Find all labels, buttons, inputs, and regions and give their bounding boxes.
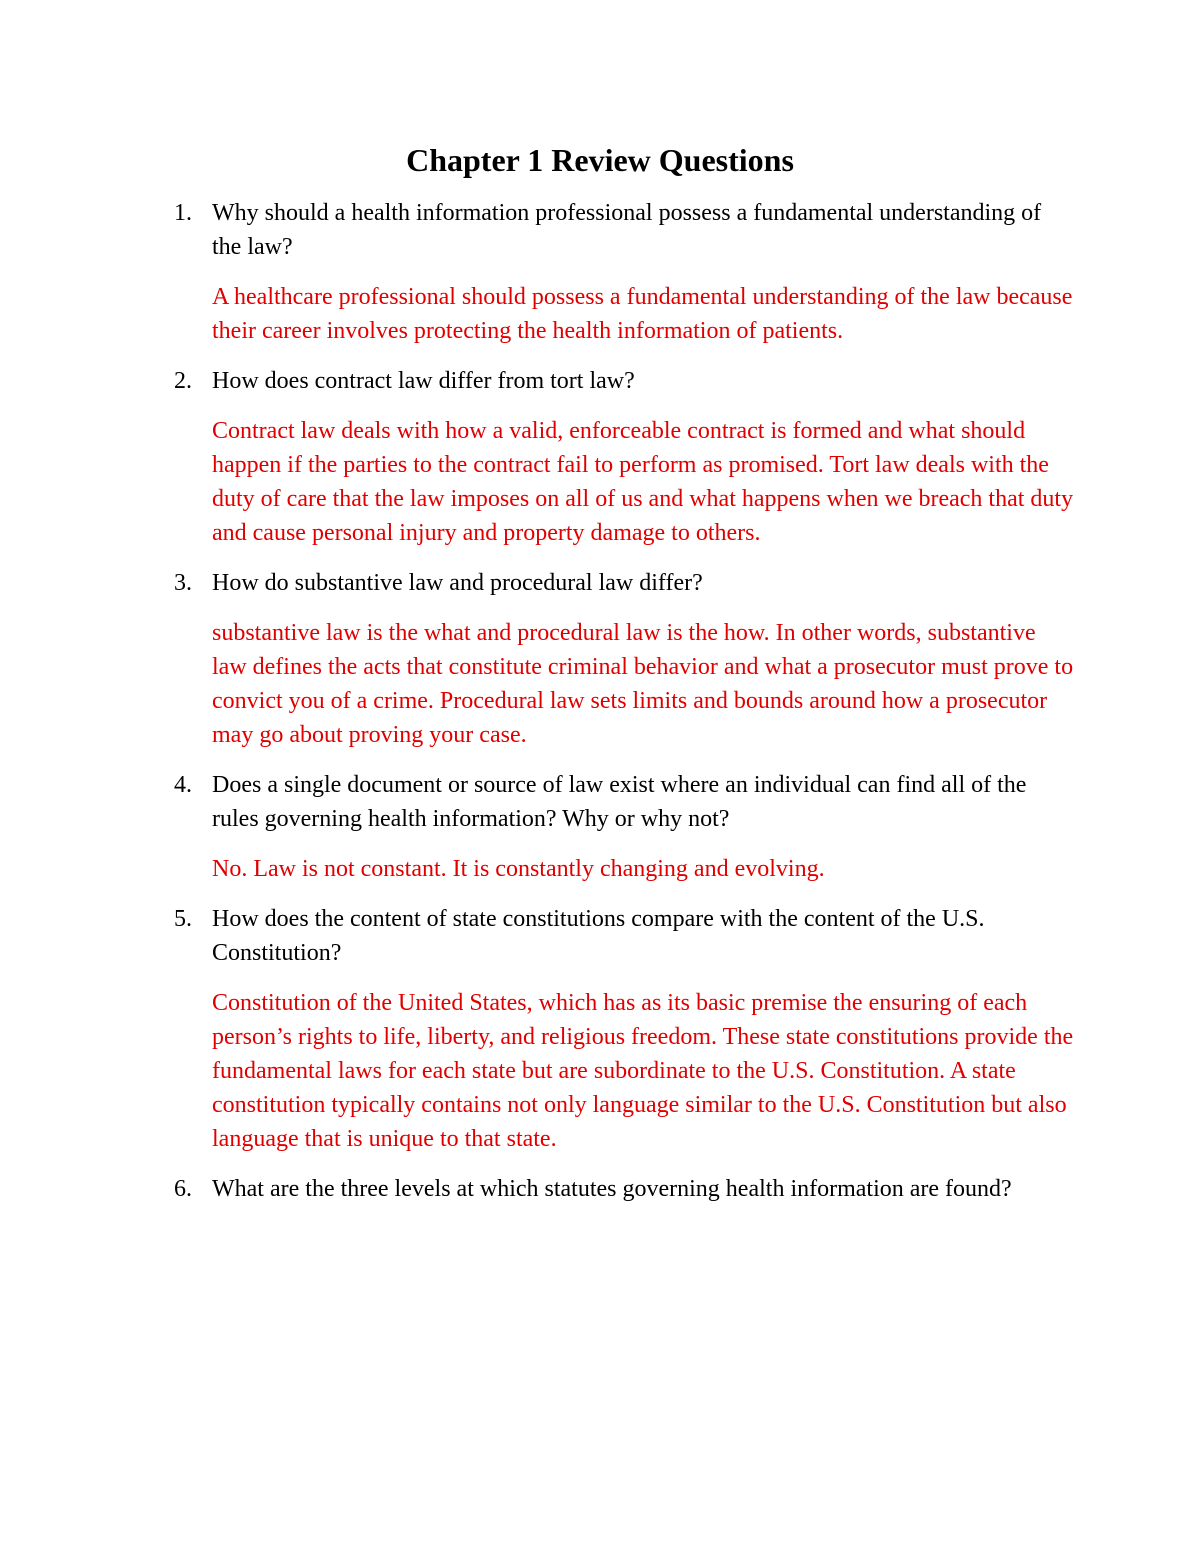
question-text: How does the content of state constitutions compare with the content of the U.S. Constitution? (212, 906, 985, 966)
question-item-5 (174, 902, 1074, 1156)
answer-text: No. Law is not constant. It is constantly changing and evolving. (212, 856, 825, 882)
question-text: How do substantive law and procedural law differ? (212, 570, 703, 596)
question-number: 4. (174, 772, 192, 798)
question-text: What are the three levels at which statutes governing health information are found? (212, 1176, 1012, 1202)
question-number: 5. (174, 906, 192, 932)
page-title: Chapter 1 Review Questions (406, 142, 794, 178)
question-list (174, 196, 1074, 1206)
question-text: Why should a health information professional possess a fundamental understanding of the law? (212, 200, 1042, 260)
answer-text: Constitution of the United States, which has as its basic premise the ensuring of each person’s rights to life, liberty, and religious freedom. These state constitutions provide the fundamental laws for each state but are subordinate to the U.S. Constitution. A state constitution typically contains not only language similar to the U.S. Constitution but also language that is unique to that state. (212, 990, 1074, 1152)
answer-text: A healthcare professional should possess a fundamental understanding of the law because their career involves protecting the health information of patients. (212, 284, 1073, 344)
answer-text: substantive law is the what and procedural law is the how. In other words, substantive law defines the acts that constitute criminal behavior and what a prosecutor must prove to convict you of a crime. Procedural law sets limits and bounds around how a prosecutor may go about proving your case. (212, 620, 1074, 748)
question-item-1 (174, 196, 1074, 348)
question-text: Does a single document or source of law exist where an individual can find all of the rules governing health information? Why or why not? (212, 772, 1027, 832)
answer-text: Contract law deals with how a valid, enforceable contract is formed and what should happen if the parties to the contract fail to perform as promised. Tort law deals with the duty of care that the law imposes on all of us and what happens when we breach that duty and cause personal injury and property damage to others. (212, 418, 1074, 546)
question-item-2 (174, 364, 1074, 550)
question-number: 6. (174, 1176, 192, 1202)
question-number: 1. (174, 200, 192, 226)
question-item-4 (174, 768, 1074, 886)
question-item-3 (174, 566, 1074, 752)
question-number: 3. (174, 570, 192, 596)
question-text: How does contract law differ from tort law? (212, 368, 635, 394)
question-number: 2. (174, 368, 192, 394)
question-item-6 (174, 1172, 1074, 1206)
